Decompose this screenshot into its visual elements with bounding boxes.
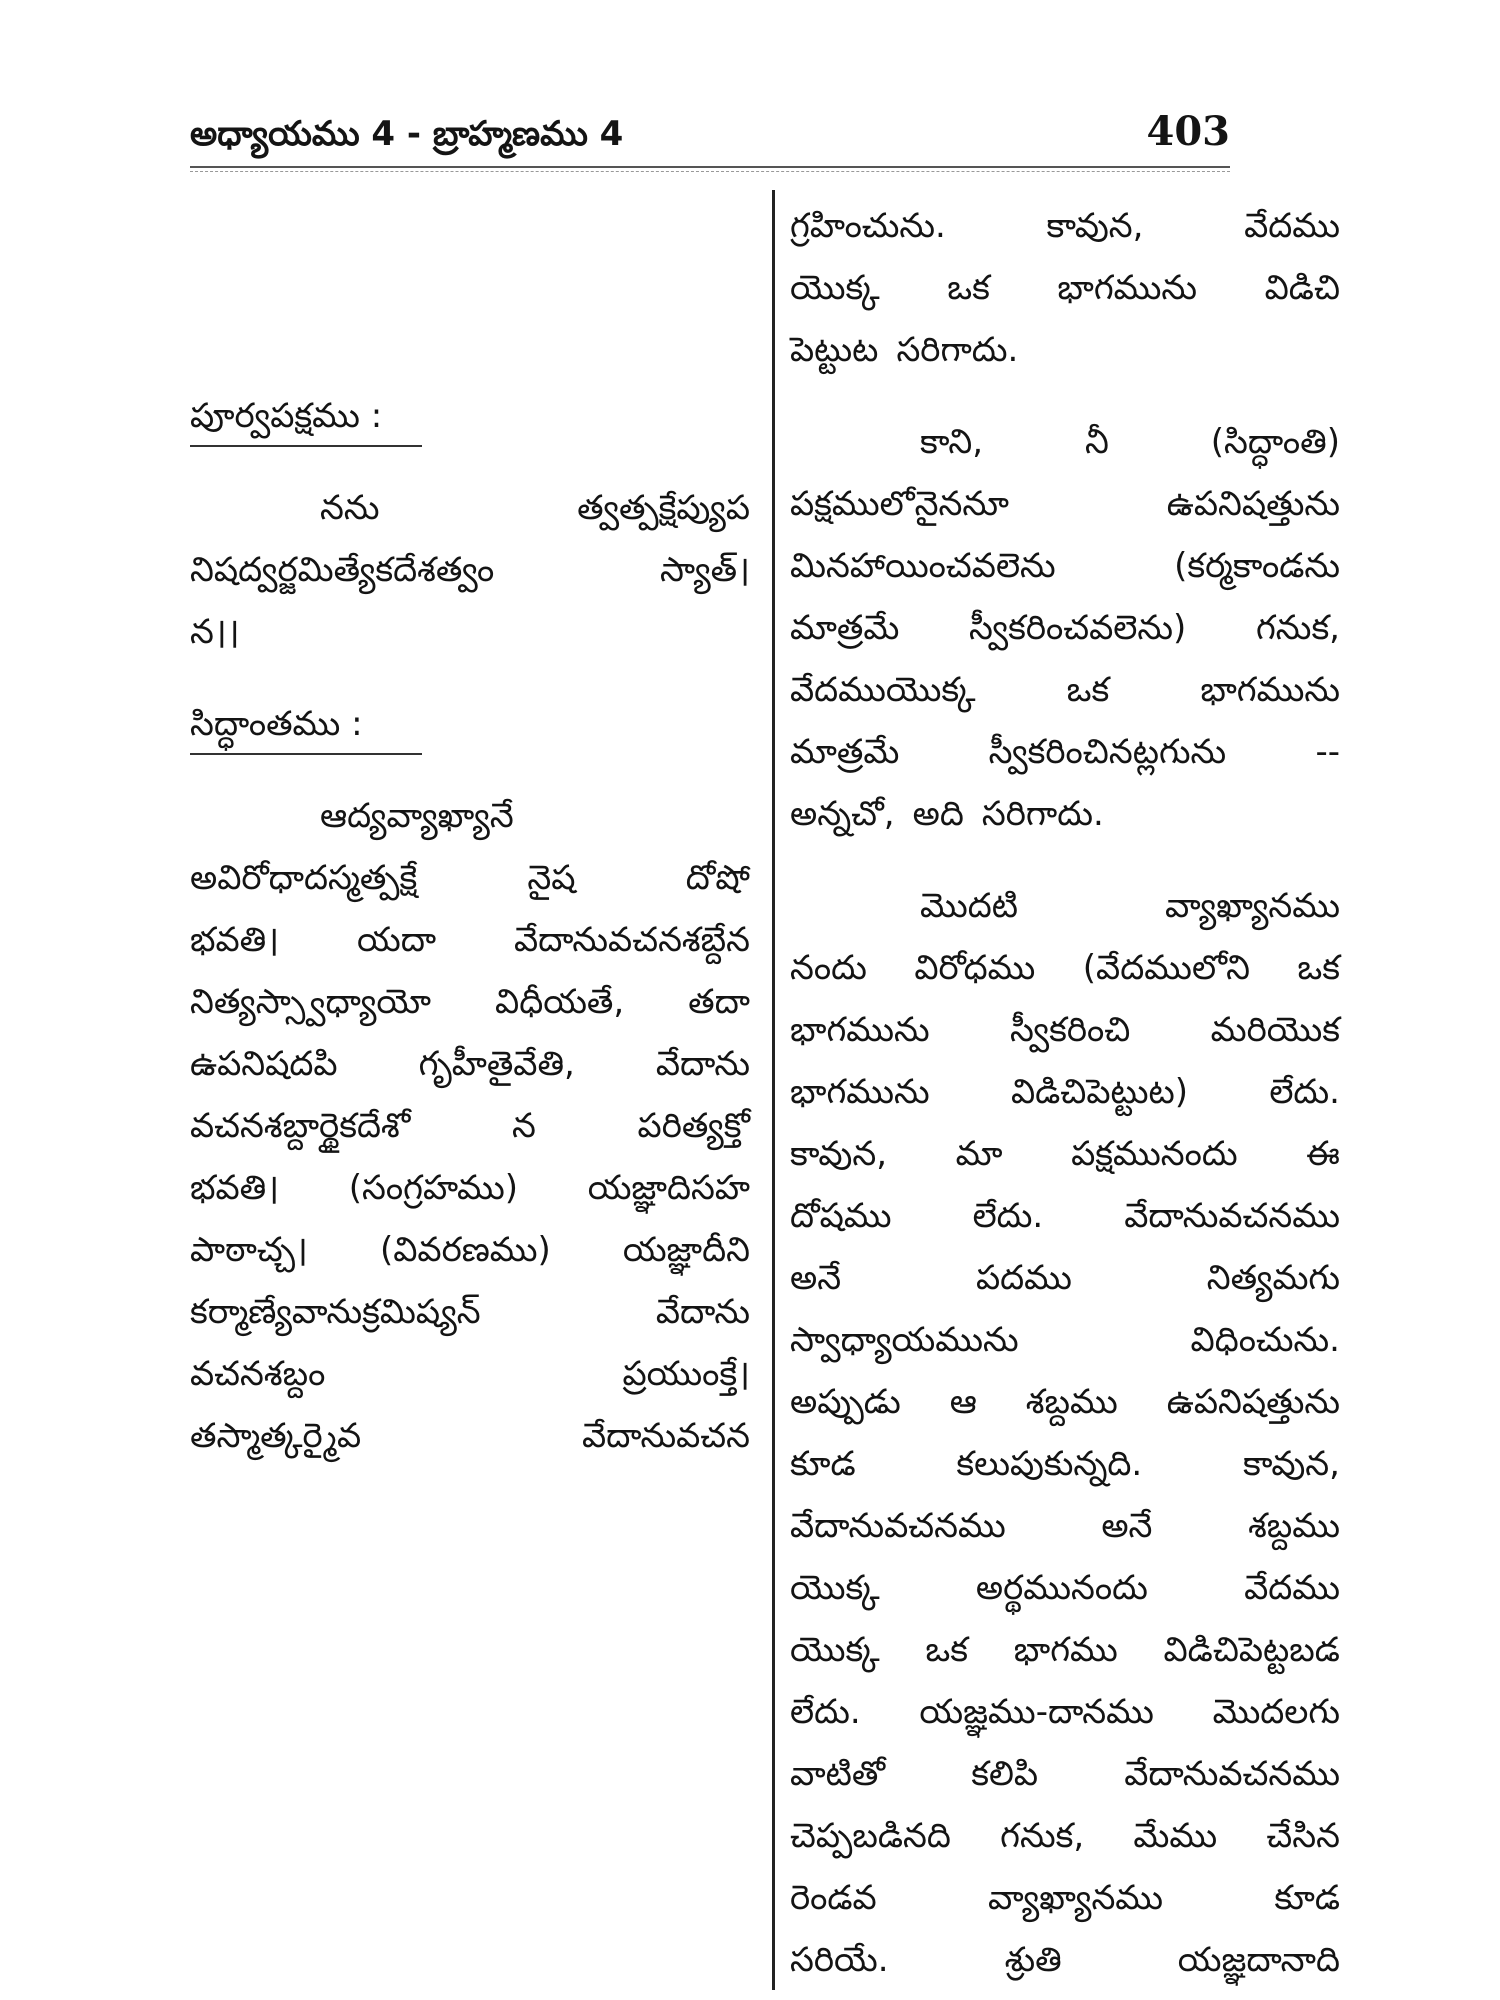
- column-divider: [772, 190, 775, 1990]
- text-line: [190, 539, 750, 601]
- word: స్వీకరించవలెను): [969, 608, 1187, 648]
- word: ప్రయుంక్తే।: [622, 1354, 750, 1394]
- text-line: [790, 535, 1340, 597]
- word: నిషద్వర్జమిత్యేకదేశత్వం: [190, 550, 495, 590]
- text-line: [790, 195, 1340, 257]
- text-line: [190, 785, 750, 847]
- word: పరిత్యక్తో: [637, 1106, 750, 1146]
- text-line: [790, 597, 1340, 659]
- word: ఉపనిషత్తును: [1166, 1382, 1340, 1422]
- word: అప్పుడు: [790, 1382, 901, 1422]
- paragraph-1: [790, 195, 1340, 381]
- paragraph-2: [790, 411, 1340, 845]
- word: (వివరణము): [379, 1230, 551, 1270]
- word: ఒక: [925, 1630, 969, 1670]
- word: తస్మాత్కర్మైవ: [190, 1416, 362, 1456]
- word: లేదు.: [972, 1196, 1044, 1236]
- word: వేదానువచన: [582, 1416, 750, 1456]
- word: కూడ: [1274, 1878, 1340, 1918]
- text-line: [790, 875, 1340, 937]
- word: లేదు.: [1269, 1072, 1340, 1112]
- word: వేదానువచనశబ్దేన: [513, 920, 750, 960]
- word: కావున,: [1242, 1444, 1340, 1484]
- word: వ్యాఖ్యానము: [988, 1878, 1164, 1918]
- word: యజ్ఞము-దానము: [919, 1692, 1154, 1732]
- word: వాటితో: [790, 1754, 886, 1794]
- word: భాగమును: [1200, 670, 1340, 710]
- text-line: [190, 847, 750, 909]
- text-line: [790, 721, 1340, 783]
- word: అవిరోధాదస్మత్పక్షే: [190, 858, 418, 898]
- text-line: [790, 1805, 1340, 1867]
- text-line: [190, 601, 750, 663]
- word: నందు: [790, 948, 867, 988]
- word: న: [511, 1106, 536, 1146]
- text-line: [790, 1185, 1340, 1247]
- word: మాత్రమే: [790, 608, 900, 648]
- word: --: [1315, 732, 1340, 772]
- word: విడిచిపెట్టబడ: [1163, 1630, 1340, 1670]
- word: లేదు.: [790, 1692, 861, 1732]
- text-line: [790, 1123, 1340, 1185]
- paragraph-3: [790, 875, 1340, 1991]
- text-line: [790, 1433, 1340, 1495]
- word: అన్నచో,: [790, 794, 895, 834]
- text-line: [790, 1619, 1340, 1681]
- text-line: [790, 1867, 1340, 1929]
- word: ఒక: [947, 268, 990, 308]
- word: భాగము: [1013, 1630, 1118, 1670]
- word: సరియే.: [790, 1940, 889, 1980]
- text-line: [790, 1061, 1340, 1123]
- word: యొక్క: [790, 268, 880, 308]
- word: అనే: [790, 1258, 842, 1298]
- word: అది: [912, 794, 964, 834]
- word: విడిచి: [1264, 268, 1340, 308]
- word: ఉపనిషత్తును: [1166, 484, 1340, 524]
- word: ఆ: [949, 1382, 977, 1422]
- header-rule-dotted: [190, 171, 1230, 172]
- word: యొక్క: [790, 1568, 880, 1608]
- word: వేదానువచనము: [1124, 1196, 1340, 1236]
- word: భవతి।: [190, 920, 280, 960]
- word: చెప్పబడినది: [790, 1816, 951, 1856]
- word: శబ్దము: [1025, 1382, 1118, 1422]
- word: కావున,: [790, 1134, 888, 1174]
- word: వేదము: [1244, 1568, 1340, 1608]
- purvapaksha-heading: పూర్వపక్షము :: [190, 396, 383, 436]
- word: వేదాను: [655, 1292, 750, 1332]
- word: అనే: [1101, 1506, 1153, 1546]
- word: యొక్క: [790, 1630, 880, 1670]
- word: దోషో: [685, 858, 750, 898]
- text-line: [790, 1557, 1340, 1619]
- word: రెండవ: [790, 1878, 877, 1918]
- text-line: [190, 909, 750, 971]
- word: మినహాయించవలెను: [790, 546, 1056, 586]
- word: శబ్దము: [1248, 1506, 1340, 1546]
- text-line: [790, 1929, 1340, 1991]
- word: (సిద్ధాంతి): [1210, 422, 1340, 462]
- word: వచనశబ్దం: [190, 1354, 326, 1394]
- header-rule: [190, 166, 1230, 168]
- word: వేదానువచనము: [790, 1506, 1006, 1546]
- word: ఉపనిషదపి: [190, 1044, 338, 1084]
- word: (సంగ్రహము): [348, 1168, 519, 1208]
- word: ఒక: [1066, 670, 1110, 710]
- text-line: [790, 257, 1340, 319]
- word: విరోధము: [914, 948, 1036, 988]
- word: కర్మాణ్యేవానుక్రమిష్యన్: [190, 1292, 481, 1332]
- word: నీ: [1085, 422, 1109, 462]
- word: పక్షమునందు: [1071, 1134, 1238, 1174]
- word: మొదలగు: [1212, 1692, 1340, 1732]
- word: న।।: [190, 612, 240, 652]
- word: వేదానువచనము: [1124, 1754, 1340, 1794]
- text-line: [190, 971, 750, 1033]
- word: దోషము: [790, 1196, 892, 1236]
- word: యజ్ఞాదిసహ: [587, 1168, 750, 1208]
- word: నను: [320, 488, 380, 528]
- siddhanta-text: [190, 785, 750, 1467]
- word: కాని,: [920, 422, 984, 462]
- text-line: [190, 1095, 750, 1157]
- word: కలిపి: [971, 1754, 1039, 1794]
- word: మొదటి: [920, 886, 1018, 926]
- word: అర్థమునందు: [975, 1568, 1148, 1608]
- word: మేము: [1133, 1816, 1218, 1856]
- word: పెట్టుట: [790, 330, 879, 370]
- word: వేదము: [1244, 206, 1340, 246]
- word: యజ్ఞదానాది: [1177, 1940, 1340, 1980]
- text-line: [790, 473, 1340, 535]
- word: త్వత్పక్షేప్యుప: [577, 488, 750, 528]
- text-line: [790, 319, 1340, 381]
- word: (వేదములోని: [1082, 948, 1250, 988]
- text-line: [790, 1247, 1340, 1309]
- text-line: [190, 1343, 750, 1405]
- text-line: [790, 783, 1340, 845]
- text-line: [190, 1219, 750, 1281]
- siddhanta-heading: సిద్ధాంతము :: [190, 704, 363, 744]
- word: స్వీకరించి: [1010, 1010, 1131, 1050]
- word: స్వీకరించినట్లగును: [988, 732, 1227, 772]
- text-line: [190, 477, 750, 539]
- word: (కర్మకాండను: [1174, 546, 1340, 586]
- word: నైష: [527, 858, 576, 898]
- word: తదా: [688, 982, 750, 1022]
- word: సరిగాదు.: [896, 330, 1019, 370]
- word: వచనశబ్దార్థైకదేశో: [190, 1106, 411, 1146]
- word: మా: [955, 1134, 1003, 1174]
- word: యదా: [357, 920, 437, 960]
- text-line: [190, 1281, 750, 1343]
- right-column: [790, 195, 1340, 1991]
- text-line: [790, 1743, 1340, 1805]
- word: కూడ: [790, 1444, 856, 1484]
- text-line: [790, 1371, 1340, 1433]
- word: వ్యాఖ్యానము: [1165, 886, 1340, 926]
- word: నిత్యమగు: [1206, 1258, 1340, 1298]
- text-line: [790, 1495, 1340, 1557]
- word: విధీయతే,: [495, 982, 625, 1022]
- text-line: [790, 659, 1340, 721]
- word: చేసిన: [1266, 1816, 1340, 1856]
- word: ఒక: [1297, 948, 1340, 988]
- word: భాగమును: [790, 1010, 930, 1050]
- text-line: [790, 999, 1340, 1061]
- word: స్యాత్।: [660, 550, 750, 590]
- word: ఆద్యవ్యాఖ్యానే: [320, 796, 514, 836]
- word: శ్రుతి: [1004, 1940, 1062, 1980]
- word: నిత్యస్స్వాధ్యాయో: [190, 982, 432, 1022]
- text-line: [790, 1309, 1340, 1371]
- purvapaksha-text: [190, 477, 750, 663]
- word: వేదముయొక్క: [790, 670, 976, 710]
- text-line: [190, 1033, 750, 1095]
- word: పాఠాచ్చ।: [190, 1230, 308, 1270]
- left-column: [190, 195, 750, 1467]
- word: గనుక,: [1255, 608, 1340, 648]
- word: మాత్రమే: [790, 732, 900, 772]
- word: భాగమును: [1057, 268, 1198, 308]
- word: భవతి।: [190, 1168, 280, 1208]
- word: వేదాను: [655, 1044, 750, 1084]
- word: మరియొక: [1210, 1010, 1340, 1050]
- word: ఈ: [1306, 1134, 1340, 1174]
- word: గనుక,: [1000, 1816, 1085, 1856]
- page-number: 403: [1146, 108, 1230, 155]
- page-header: [190, 108, 1230, 168]
- text-line: [790, 937, 1340, 999]
- word: పక్షములోనైననూ: [790, 484, 1009, 524]
- word: గృహీతైవేతి,: [418, 1044, 575, 1084]
- word: కావున,: [1046, 206, 1144, 246]
- word: గ్రహించును.: [790, 206, 946, 246]
- word: స్వాధ్యాయమును: [790, 1320, 1019, 1360]
- text-line: [190, 1157, 750, 1219]
- word: యజ్ఞాదీని: [622, 1230, 750, 1270]
- word: పదము: [975, 1258, 1072, 1298]
- word: విధించును.: [1190, 1320, 1340, 1360]
- running-title: అధ్యాయము 4 - బ్రాహ్మణము 4: [190, 114, 624, 154]
- text-line: [790, 1681, 1340, 1743]
- text-line: [790, 411, 1340, 473]
- word: విడిచిపెట్టుట): [1010, 1072, 1189, 1112]
- text-line: [190, 1405, 750, 1467]
- word: కలుపుకున్నది.: [956, 1444, 1143, 1484]
- word: భాగమును: [790, 1072, 930, 1112]
- word: సరిగాదు.: [981, 794, 1104, 834]
